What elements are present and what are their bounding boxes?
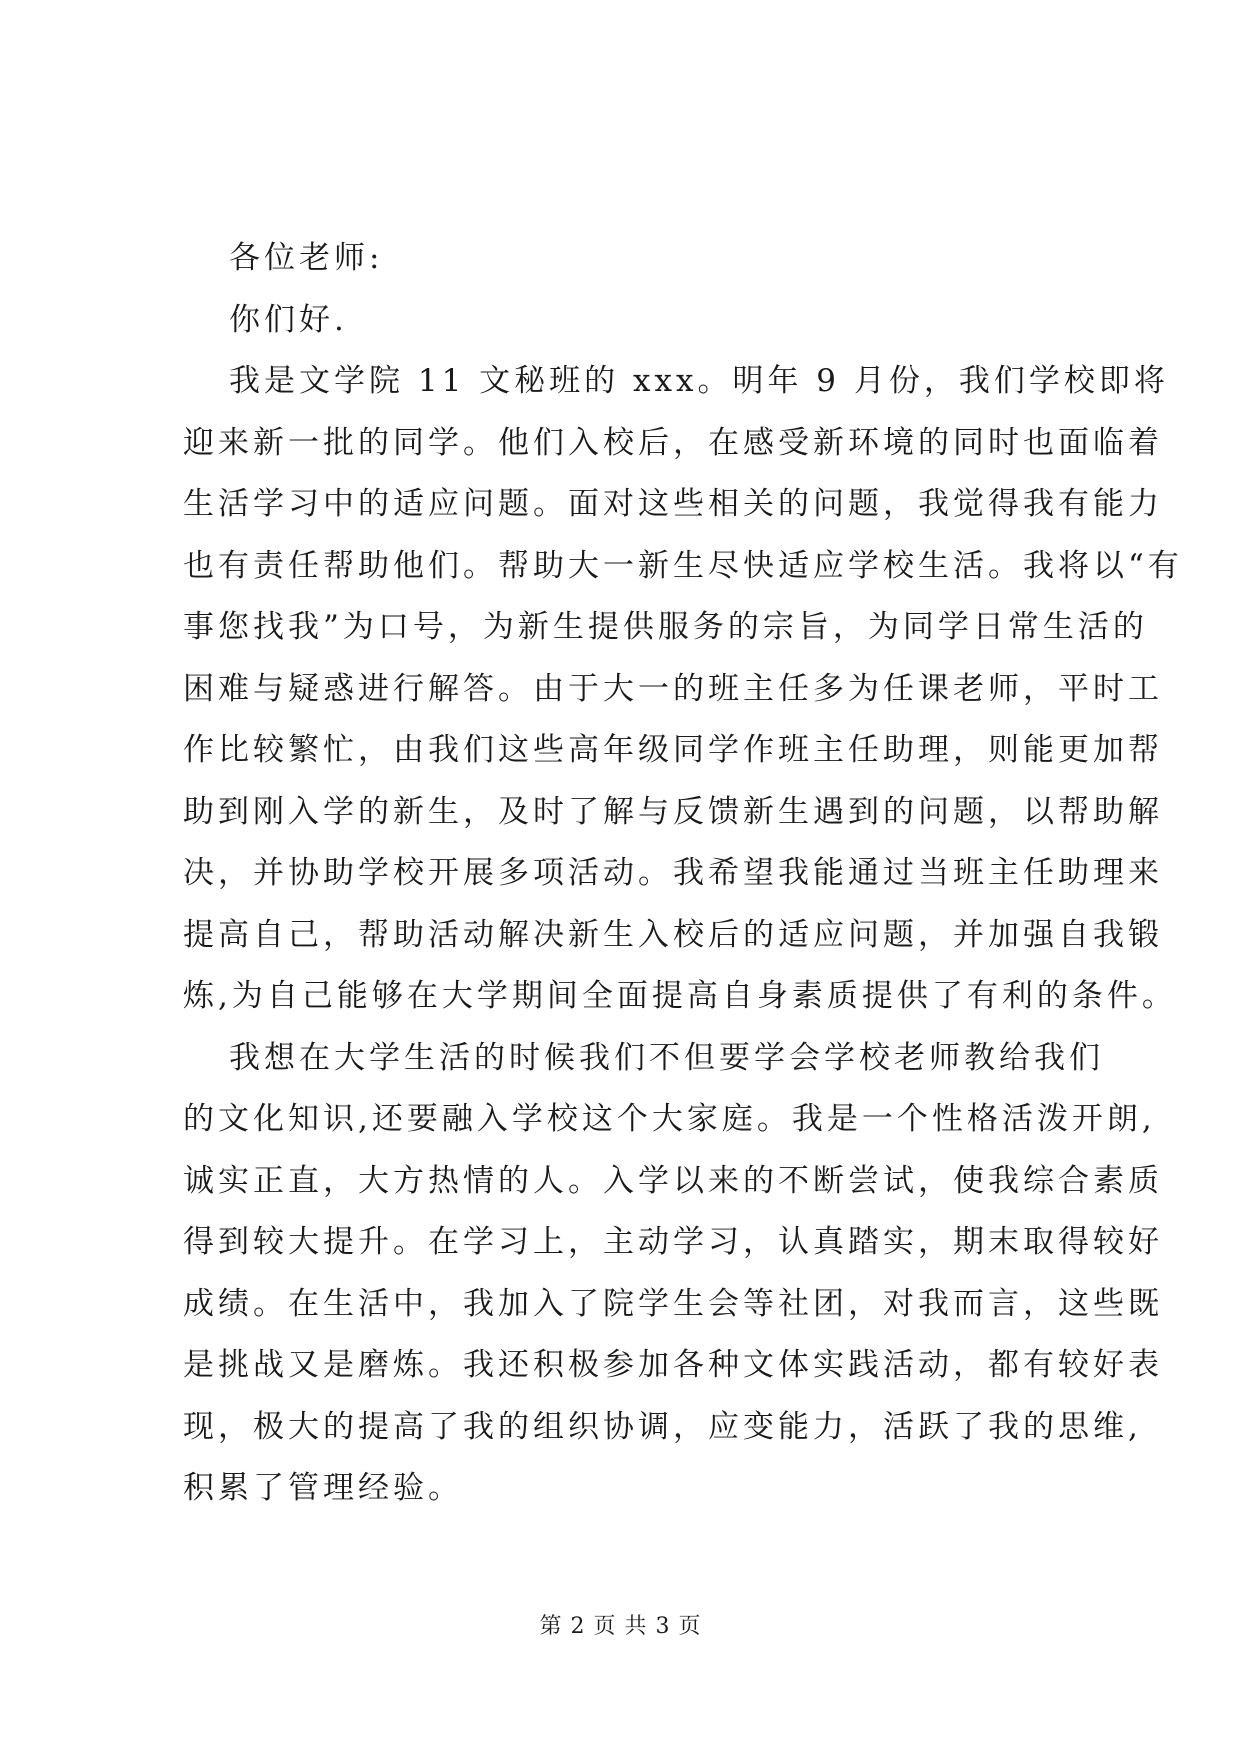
text-line: 也有责任帮助他们。帮助大一新生尽快适应学校生活。我将以“有 [183, 547, 1183, 584]
text-line: 诚实正直，大方热情的人。入学以来的不断尝试，使我综合素质 [183, 1162, 1163, 1199]
text-line: 迎来新一批的同学。他们入校后，在感受新环境的同时也面临着 [183, 424, 1163, 461]
text-line: 炼,为自己能够在大学期间全面提高自身素质提供了有利的条件。 [183, 978, 1177, 1014]
greeting: 你们好. [229, 301, 348, 338]
text-line: 事您找我”为口号，为新生提供服务的宗旨，为同学日常生活的 [183, 609, 1148, 645]
text-line: 我是文学院 11 文秘班的 xxx。明年 9 月份，我们学校即将 [229, 363, 1169, 399]
text-line: 积累了管理经验。 [183, 1470, 463, 1506]
paragraph-1 [183, 351, 1183, 1028]
text-line: 我想在大学生活的时候我们不但要学会学校老师教给我们 [229, 1039, 1104, 1076]
text-line: 现，极大的提高了我的组织协调，应变能力，活跃了我的思维, [183, 1408, 1142, 1445]
text-line: 决，并协助学校开展多项活动。我希望我能通过当班主任助理来 [183, 855, 1163, 891]
paragraph-2 [183, 1028, 1163, 1520]
text-line: 生活学习中的适应问题。面对这些相关的问题，我觉得我有能力 [183, 486, 1163, 522]
letter-body [183, 228, 1183, 1520]
text-line: 得到较大提升。在学习上，主动学习，认真踏实，期末取得较好 [183, 1224, 1163, 1260]
text-line: 的文化知识,还要融入学校这个大家庭。我是一个性格活泼开朗, [183, 1101, 1156, 1137]
text-line: 成绩。在生活中，我加入了院学生会等社团，对我而言，这些既 [183, 1285, 1163, 1322]
text-line: 是挑战又是磨炼。我还积极参加各种文体实践活动，都有较好表 [183, 1347, 1163, 1383]
salutation: 各位老师: [229, 240, 384, 276]
text-line: 作比较繁忙，由我们这些高年级同学作班主任助理，则能更加帮 [183, 732, 1163, 768]
text-line: 提高自己，帮助活动解决新生入校后的适应问题，并加强自我锻 [183, 916, 1163, 953]
text-line: 困难与疑惑进行解答。由于大一的班主任多为任课老师，平时工 [183, 670, 1163, 707]
page-number-footer: 第 2 页 共 3 页 [539, 1614, 702, 1639]
text-line: 助到刚入学的新生，及时了解与反馈新生遇到的问题，以帮助解 [183, 793, 1163, 830]
